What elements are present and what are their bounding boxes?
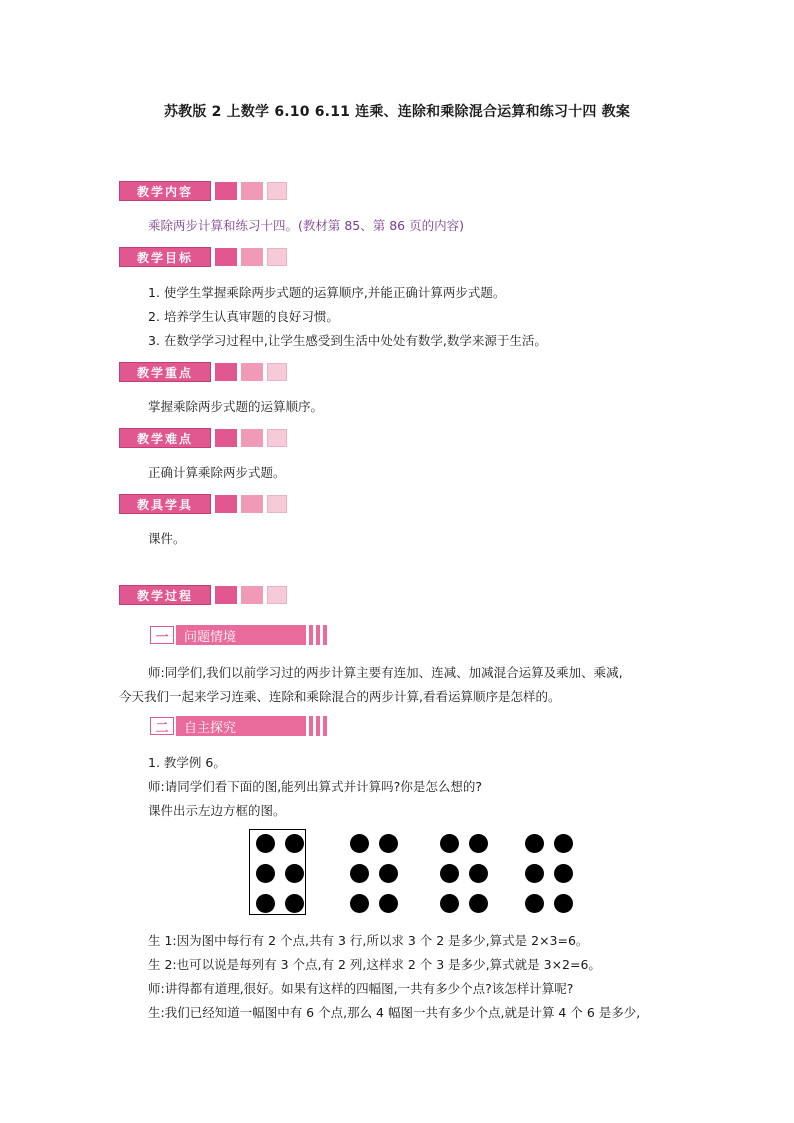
decor-square <box>215 586 237 604</box>
decor-square <box>267 248 287 266</box>
dot <box>285 894 304 913</box>
dot <box>256 864 275 883</box>
paragraph-line: 课件出示左边方框的图。 <box>148 803 286 818</box>
dot <box>525 894 544 913</box>
decor-stripe <box>309 716 313 736</box>
goal-item: 2. 培养学生认真审题的良好习惯。 <box>148 309 339 324</box>
section-badge: 教具学具 <box>119 494 211 514</box>
paragraph-line: 师:同学们,我们以前学习过的两步计算主要有连加、连减、加减混合运算及乘加、乘减, <box>148 665 623 680</box>
section-header-goals <box>119 246 287 268</box>
dot <box>256 834 275 853</box>
dot <box>285 864 304 883</box>
decor-stripe <box>316 625 320 645</box>
decor-stripe <box>323 716 327 736</box>
decor-square <box>241 248 263 266</box>
section-badge: 教学过程 <box>119 585 211 605</box>
paragraph-line: 生 2:也可以说是每列有 3 个点,有 2 列,这样求 2 个 3 是多少,算式就是 3×2=6。 <box>148 957 601 972</box>
subsection-label: 问题情境 <box>176 625 306 645</box>
dot <box>285 834 304 853</box>
decor-square <box>241 495 263 513</box>
subsection-label: 自主探究 <box>176 716 306 736</box>
goal-item: 1. 使学生掌握乘除两步式题的运算顺序,并能正确计算两步式题。 <box>148 285 506 300</box>
subsection-header-problem <box>150 625 327 645</box>
dot <box>469 834 488 853</box>
key-point-text: 掌握乘除两步式题的运算顺序。 <box>148 399 324 414</box>
decor-square <box>267 586 287 604</box>
dot <box>440 894 459 913</box>
decor-square <box>267 363 287 381</box>
dot <box>554 894 573 913</box>
dot <box>350 834 369 853</box>
subsection-header-explore <box>150 716 327 736</box>
dot <box>469 864 488 883</box>
dot <box>440 834 459 853</box>
section-badge: 教学难点 <box>119 428 211 448</box>
decor-square <box>215 429 237 447</box>
dot <box>554 864 573 883</box>
decor-square <box>215 363 237 381</box>
decor-square <box>267 182 287 200</box>
decor-square <box>215 182 237 200</box>
dot <box>469 894 488 913</box>
section-header-tools <box>119 493 287 515</box>
dot <box>525 834 544 853</box>
section-header-key-point <box>119 361 287 383</box>
dot <box>379 894 398 913</box>
decor-square <box>241 363 263 381</box>
dot <box>554 834 573 853</box>
decor-square <box>241 586 263 604</box>
dot <box>256 894 275 913</box>
dot <box>525 864 544 883</box>
section-badge: 教学目标 <box>119 247 211 267</box>
section-header-difficulty <box>119 427 287 449</box>
decor-square <box>267 495 287 513</box>
dot <box>350 864 369 883</box>
decor-square <box>267 429 287 447</box>
paragraph-line: 今天我们一起来学习连乘、连除和乘除混合的两步计算,看看运算顺序是怎样的。 <box>119 689 561 704</box>
goal-item: 3. 在数学学习过程中,让学生感受到生活中处处有数学,数学来源于生活。 <box>148 333 547 348</box>
paragraph-line: 1. 教学例 6。 <box>148 755 226 770</box>
decor-square <box>215 495 237 513</box>
subsection-number: 一 <box>150 626 174 644</box>
section-badge: 教学重点 <box>119 362 211 382</box>
content-text: 乘除两步计算和练习十四。(教材第 85、第 86 页的内容) <box>148 218 464 233</box>
decor-square <box>241 182 263 200</box>
dot <box>350 894 369 913</box>
paragraph-line: 师:讲得都有道理,很好。如果有这样的四幅图,一共有多少个点?该怎样计算呢? <box>148 981 574 996</box>
dot <box>379 864 398 883</box>
paragraph-line: 生 1:因为图中每行有 2 个点,共有 3 行,所以求 3 个 2 是多少,算式是 2×3=6。 <box>148 933 589 948</box>
decor-stripe <box>309 625 313 645</box>
decor-stripe <box>323 625 327 645</box>
dot <box>440 864 459 883</box>
section-badge: 教学内容 <box>119 181 211 201</box>
tools-text: 课件。 <box>148 531 186 546</box>
decor-square <box>215 248 237 266</box>
paragraph-line: 师:请同学们看下面的图,能列出算式并计算吗?你是怎么想的? <box>148 779 482 794</box>
page-title: 苏教版 2 上数学 6.10 6.11 连乘、连除和乘除混合运算和练习十四 教案 <box>163 104 631 120</box>
difficulty-text: 正确计算乘除两步式题。 <box>148 465 286 480</box>
paragraph-line: 生:我们已经知道一幅图中有 6 个点,那么 4 幅图一共有多少个点,就是计算 4 个 6 是多少, <box>148 1005 641 1020</box>
section-header-content <box>119 180 287 202</box>
subsection-number: 二 <box>150 717 174 735</box>
section-header-process <box>119 584 287 606</box>
decor-square <box>241 429 263 447</box>
dot <box>379 834 398 853</box>
decor-stripe <box>316 716 320 736</box>
